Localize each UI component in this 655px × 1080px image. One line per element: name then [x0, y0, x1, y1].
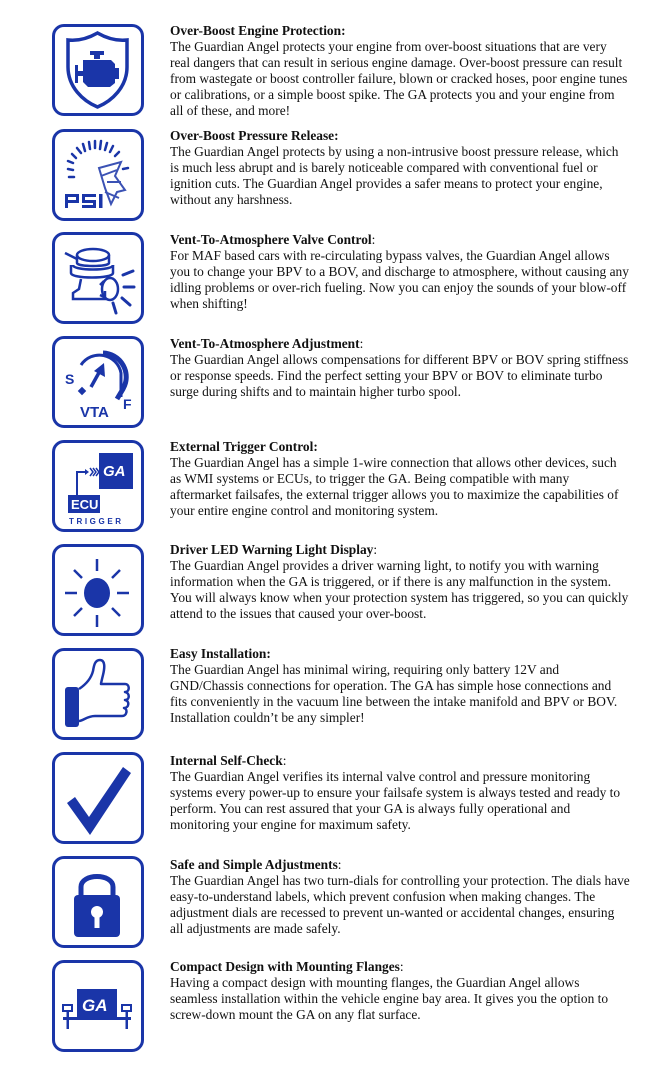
feature-body: The Guardian Angel has a simple 1-wire connection that allows other devices, such as WMI systems or ECUs, to trigger the GA. Being compatible with many aftermarket failsafes, the external trigger allows you to maximize the capabilities of your entire engine control and monitoring system.: [170, 454, 619, 518]
blow-off-valve-icon: [52, 232, 144, 324]
trigger-icon-text: TRIGGER: [69, 517, 124, 526]
psi-gauge-icon: [52, 129, 144, 221]
vta-icon-text: VTA: [80, 404, 109, 421]
ga-icon-text: GA: [103, 463, 126, 480]
feature-text: [170, 753, 630, 833]
feature-title: External Trigger Control: [170, 439, 314, 454]
warning-light-icon: [52, 544, 144, 636]
feature-title-colon: :: [334, 128, 339, 143]
feature-title: Internal Self-Check: [170, 753, 283, 768]
feature-title: Safe and Simple Adjustments: [170, 857, 338, 872]
feature-text: [170, 336, 630, 400]
feature-title-colon: :: [399, 959, 404, 974]
feature-title: Easy Installation: [170, 646, 267, 661]
shield-engine-icon: [52, 24, 144, 116]
feature-text: [170, 439, 630, 519]
vta-icon-slow-label: S: [65, 371, 75, 387]
padlock-icon: [52, 856, 144, 948]
feature-title-colon: :: [266, 646, 271, 661]
feature-title-colon: :: [341, 23, 346, 38]
feature-text: [170, 232, 630, 312]
feature-title: Vent-To-Atmosphere Valve Control: [170, 232, 372, 247]
checkmark-icon: [52, 752, 144, 844]
feature-title: Over-Boost Engine Protection: [170, 23, 342, 38]
feature-text: [170, 646, 630, 726]
feature-body: The Guardian Angel protects by using a non-intrusive boost pressure release, which is much less abrupt and is barely noticeable compared with conventional fuel or ignition cuts. The Guardian Angel provides a safer means to protect your engine, without any harshness.: [170, 143, 619, 207]
ecu-trigger-icon: [52, 440, 144, 532]
feature-body: The Guardian Angel has minimal wiring, requiring only battery 12V and GND/Chassis connections for operation. The GA has simple hose connections and fits conveniently in the vacuum line between the intake manifold and BPV or BOV. Installation couldn’t be any simpler!: [170, 661, 618, 725]
feature-text: [170, 128, 630, 208]
feature-title-colon: :: [337, 857, 342, 872]
feature-body: The Guardian Angel provides a driver warning light, to notify you with warning information when the GA is triggered, or if there is any malfunction in the system. You will always know when your protection system has triggered, so you can quickly attend to the issues that caused your over-boost.: [170, 557, 629, 621]
feature-title: Compact Design with Mounting Flanges: [170, 959, 400, 974]
feature-body: The Guardian Angel allows compensations for different BPV or BOV spring stiffness or response speeds. Find the perfect setting your BPV or BOV to eliminate turbo surge during shifts and to maintain higher turbo spool.: [170, 351, 629, 399]
feature-title: Vent-To-Atmosphere Adjustment: [170, 336, 360, 351]
feature-title: Driver LED Warning Light Display: [170, 542, 374, 557]
feature-text: [170, 23, 630, 118]
thumbs-up-icon: [52, 648, 144, 740]
feature-body: Having a compact design with mounting flanges, the Guardian Angel allows seamless installation within the vehicle engine bay area. It gives you the option to screw-down mount the GA on any flat surface.: [170, 974, 609, 1022]
feature-body: The Guardian Angel has two turn-dials for controlling your protection. The dials have easy-to-understand labels, which prevent confusion when making changes. The adjustment dials are recessed to prevent un-wanted or accidental changes, ensuring all adjustments are made safely.: [170, 872, 630, 936]
feature-title-colon: :: [373, 542, 378, 557]
feature-title-colon: :: [313, 439, 318, 454]
ga-icon-text: GA: [82, 996, 108, 1015]
vta-icon-fast-label: F: [123, 396, 132, 412]
feature-title-colon: :: [371, 232, 376, 247]
vta-dial-icon: [52, 336, 144, 428]
feature-text: [170, 542, 630, 622]
feature-title-colon: :: [282, 753, 287, 768]
mounting-flange-icon: [52, 960, 144, 1052]
feature-title: Over-Boost Pressure Release: [170, 128, 335, 143]
feature-body: For MAF based cars with re-circulating bypass valves, the Guardian Angel allows you to change your BPV to a BOV, and discharge to atmosphere, without causing any idling problems or over-rich fueling. Now you can enjoy the sounds of your blow-off when shifting!: [170, 247, 629, 311]
ecu-icon-text: ECU: [71, 497, 99, 512]
feature-body: The Guardian Angel verifies its internal valve control and pressure monitoring systems every power-up to ensure your failsafe system is always tested and ready to perform. You can rest assured that your GA is always fully operational and monitoring your engine for maximum safety.: [170, 768, 621, 832]
feature-title-colon: :: [359, 336, 364, 351]
feature-body: The Guardian Angel protects your engine from over-boost situations that are very real dangers that can result in serious engine damage. Over-boost pressure can result from wastegate or boost controller failure, blown or cracked hoses, poor engine tunes or calibrations, or a simple boost spike. The GA protects you and your engine from all of these, and more!: [170, 38, 628, 118]
feature-text: [170, 959, 630, 1023]
feature-text: [170, 857, 630, 937]
